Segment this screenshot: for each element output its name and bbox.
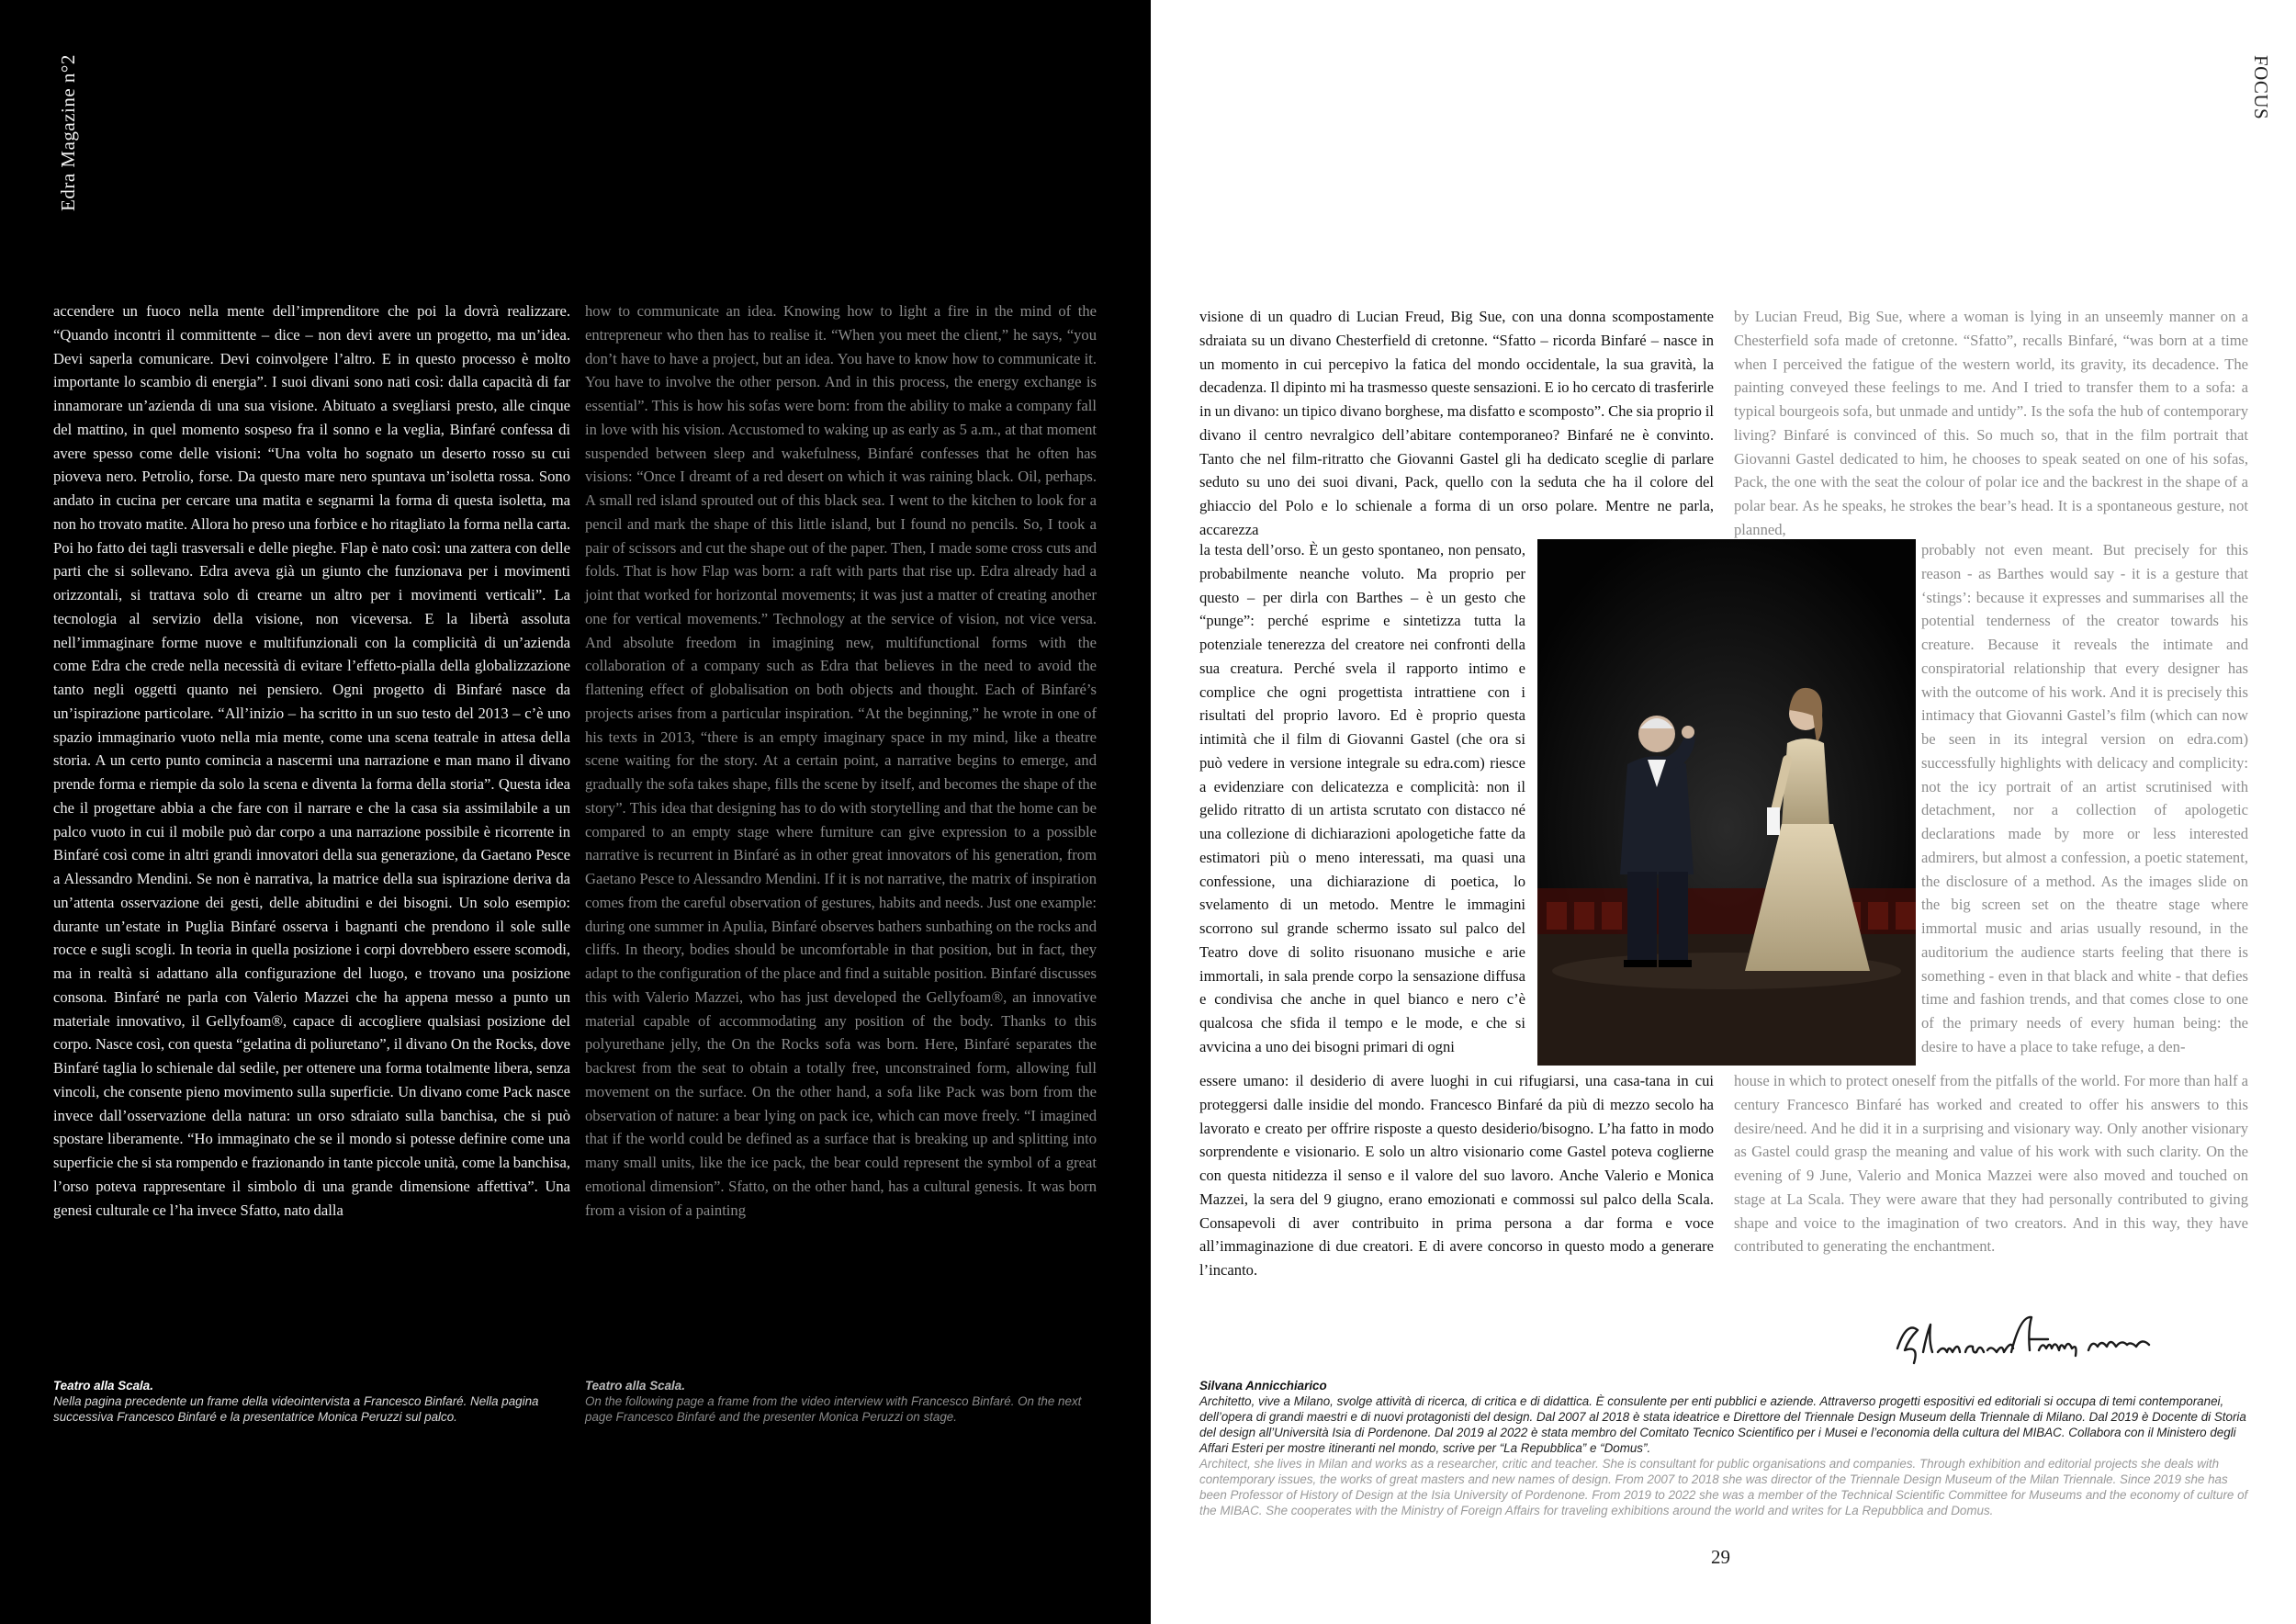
author-name: Silvana Annicchiarico bbox=[1199, 1379, 1327, 1393]
caption-text: Nella pagina precedente un frame della videointervista a Francesco Binfaré. Nella pagina successiva Francesco Binfaré e la presentatrice Monica Peruzzi sul palco. bbox=[53, 1394, 539, 1424]
page-number: 29 bbox=[1711, 1546, 1730, 1568]
caption-title: Teatro alla Scala. bbox=[585, 1379, 685, 1393]
section-label: FOCUS bbox=[2250, 55, 2272, 120]
stage-photo-icon bbox=[1537, 539, 1916, 1066]
caption-english bbox=[585, 1378, 1099, 1425]
author-bio-italian: Architetto, vive a Milano, svolge attività di ricerca, di critica e di didattica. È consulente per enti pubblici e aziende. Attraverso progetti espositivi ed editoriali si occupa di temi contemporanei, dell’opera di grandi maestri e di nuovi protagonisti del design. Dal 2007 al 2018 è stata ideatrice e Direttore del Triennale Design Museum della Triennale di Milano. Dal 2019 è Docente di Storia del design all’Università Isia di Pordenone. Dal 2019 al 2022 è stata membro del Comitato Tecnico Scientifico per i Musei e l’economia della cultura del MIBAC. Collabora con il Ministero degli Affari Esteri per mostre itineranti nel mondo, scrive per “La Repubblica” e “Domus”. bbox=[1199, 1394, 2246, 1455]
signature-icon bbox=[1892, 1312, 2167, 1376]
article-column-italian-1: accendere un fuoco nella mente dell’imprenditore che poi la dovrà realizzare. “Quando incontri il committente – dice – non devi avere un progetto, ma un’idea. Devi saperla comunicare. Devi coinvolgere l’altro. E in questo processo è molto importante lo scambio di energia”. I suoi divani sono nati così: dalla capacità di far innamorare un’azienda di una sua visione. Abituato a svegliarsi presto, alle cinque del mattino, in quel momento sospeso fra il sonno e la veglia, Binfaré confessa di avere spesso come delle visioni: “Una volta ho sognato un deserto rosso su cui pioveva nero. Petrolio, forse. Da questo mare nero spuntava un’isoletta rossa. Sono andato in cucina per cercare una matita e segnarmi la forma di questa isoletta, ma non ho trovato matite. Allora ho preso una forbice e ho ritagliato la forma nella carta. Poi ho fatto dei tagli trasversali e delle pieghe. Flap è nato così: una zattera con delle parti che si sollevano. Edra aveva già un giunto che funzionava per i movimenti orizzontali, si trattava solo di crearne un altro per i movimenti verticali”. La tecnologia al servizio della visione, non viceversa. E la libertà assoluta nell’immaginare forme nuove e multifunzionali con la complicità di un’azienda come Edra che crede nella necessità di evitare l’effetto-pialla della globalizzazione tanto negli oggetti quanto nei pensiero. Ogni progetto di Binfaré nasce da un’ispirazione particolare. “All’inizio – ha scritto in un suo testo del 2013 – c’è uno spazio immaginario vuoto nella mia mente, come una scena teatrale in attesa della storia. A un certo punto comincia a nascermi una narrazione e man mano il divano prende forma e riempie da solo la scena e diventa la forma della storia”. Questa idea che il progettare abbia a che fare con il narrare e che la casa sia assimilabile a un palco vuoto in cui il mobile può dar corpo a una narrazione possibile è ricorrente in Binfaré così come in altri grandi innovatori della sua generazione, da Gaetano Pesce a Alessandro Mendini. Se non è narrativa, la matrice della sua ispirazione deriva da un’attenta osservazione dei gesti, delle abitudini e dei bisogni. Un solo esempio: durante un’estate in Puglia Binfaré osserva i bagnanti che prendono il sole sulle rocce e sugli scogli. In teoria in quella posizione i corpi dovrebbero essere scomodi, ma in realtà si adattano alla configurazione del luogo, e trovano una posizione consona. Binfaré ne parla con Valerio Mazzei che ha appena messo a punto un materiale innovativo, il Gellyfoam®, capace di accogliere qualsiasi posizione del corpo. Nasce così, con questa “gelatina di poliuretano”, il divano On the Rocks, dove Binfaré taglia lo schienale dal sedile, per ottenere una forma totalmente libera, senza vincoli, che consente pieno movimento sulla superficie. Un divano come Pack nasce invece dall’osservazione della natura: un orso sdraiato sulla banchisa, che si può spostare liberamente. “Ho immaginato che se il mondo si potesse definire come una superficie che si sta rompendo e frazionando in tante piccole unità, come la banchisa, l’orso poteva rappresentare il simbolo di una grande dimensione affettiva”. Una genesi culturale ce l’ha invece Sfatto, nato dalla bbox=[53, 302, 570, 1219]
article-column-italian-2: visione di un quadro di Lucian Freud, Big Sue, con una donna scompostamente sdraiata su un divano Chesterfield di cretonne. “Sfatto – ricorda Binfaré – nasce in un momento in cui percepivo la fatica del mondo occidentale, la sua gravità, la decadenza. Il dipinto mi ha trasmesso queste sensazioni. E io ho cercato di trasferirle in un divano: un tipico divano borghese, ma disfatto e scomposto”. Che sia proprio il divano il centro nevralgico dell’abitare contemporaneo? Binfaré ne è convinto. Tanto che nel film-ritratto che Giovanni Gastel gli ha dedicato sceglie di parlare seduto su uno dei suoi divani, Pack, quello con la seduta che ha il colore del ghiaccio del Polo e lo schienale a forma di un orso polare. Mentre ne parla, accarezza bbox=[1199, 308, 1714, 538]
stage-photo bbox=[1537, 539, 1916, 1066]
caption-title: Teatro alla Scala. bbox=[53, 1379, 153, 1393]
caption-text: On the following page a frame from the video interview with Francesco Binfaré. On the next page Francesco Binfaré and the presenter Monica Peruzzi on stage. bbox=[585, 1394, 1082, 1424]
article-column-english-1: how to communicate an idea. Knowing how to light a fire in the mind of the entrepreneur who then has to realise it. “When you meet the client,” he says, “you don’t have to have a project, but an idea. You have to know how to communicate it. You have to involve the other person. And in this process, the energy exchange is essential”. This is how his sofas were born: from the ability to make a company fall in love with his vision. Accustomed to waking up as early as 5 a.m., at that moment suspended between sleep and wakefulness, Binfaré confesses that he often has visions: “Once I dreamt of a red desert on which it was raining black. Oil, perhaps. A small red island sprouted out of this black sea. I went to the kitchen to look for a pencil and mark the shape of this little island, but I found no pencils. So, I took a pair of scissors and cut the shape out of the paper. Then, I made some cross cuts and folds. That is how Flap was born: a raft with parts that rise up. Edra already had a joint that worked for horizontal movements; it was just a matter of creating another one for vertical movements.” Technology at the service of vision, not vice versa. And absolute freedom in imagining new, multifunctional forms with the collaboration of a company such as Edra that believes in the need to avoid the flattening effect of globalisation on both objects and thought. Each of Binfaré’s projects arises from a particular inspiration. “At the beginning,” he wrote in one of his texts in 2013, “there is an empty imaginary space in my mind, like a theatre scene waiting for the story. At a certain point, a narrative begins to emerge, and gradually the sofa takes shape, fills the scene by itself, and becomes the shape of the story”. This idea that designing has to do with storytelling and that the home can be compared to an empty stage where furniture can give expression to a possible narrative is recurrent in Binfaré as in other great innovators of his generation, from Gaetano Pesce to Alessandro Mendini. If it is not narrative, the matrix of inspiration comes from the careful observation of gestures, habits and needs. Just one example: during one summer in Apulia, Binfaré observes bathers sunbathing on the rocks and cliffs. In theory, bodies should be uncomfortable in that position, but in fact, they adapt to the configuration of the place and find a suitable position. Binfaré discusses this with Valerio Mazzei, who has just developed the Gellyfoam®, an innovative material capable of accommodating any position of the body. Thanks to this polyurethane jelly, the On the Rocks sofa was born. Here, Binfaré separates the backrest from the seat to obtain a totally free, unconstrained form, allowing full movement on the surface. On the other hand, a sofa like Pack was born from the observation of nature: a bear lying on pack ice, which can move freely. “I imagined that if the world could be defined as a surface that is breaking up and splitting into many small units, like the ice pack, the bear could represent the symbol of a great emotional dimension”. Sfatto, on the other hand, has a cultural genesis. It was born from a vision of a painting bbox=[585, 302, 1097, 1219]
article-bottom-english: house in which to protect oneself from the pitfalls of the world. For more than half a century Francesco Binfaré has worked and created to offer his answers to this desire/need. And he did it in a surprising and visionary way. Only another visionary as Gastel could grasp the meaning and value of his work with such clarity. On the evening of 9 June, Valerio and Monica Mazzei were also moved and touched on stage at La Scala. They were aware that they had personally contributed to giving shape and voice to the imagination of two creators. And in this way, they have contributed to generating the enchantment. bbox=[1734, 1072, 2248, 1256]
article-bottom-italian: essere umano: il desiderio di avere luoghi in cui rifugiarsi, una casa-tana in cui proteggersi dalle insidie del mondo. Francesco Binfaré da più di mezzo secolo ha lavorato e creato per offrire risposte a questo desiderio/bisogno. L’ha fatto in modo sorprendente e visionario. E solo un altro visionario come Gastel poteva coglierne con questa nitidezza il senso e il valore del suo lavoro. Anche Valerio e Monica Mazzei, la sera del 9 giugno, erano emozionati e commossi sul palco della Scala. Consapevoli di aver contribuito in prima persona a dar forma e voce all’immaginazione di due creatori. E di avere concorso in questo modo a generare l’incanto. bbox=[1199, 1072, 1714, 1279]
article-wrap-english: probably not even meant. But precisely for this reason - as Barthes would say - it is a gesture that ‘stings’: because it expresses and summarises all the potential tenderness of the creator towards his creature. Because it reveals the intimate and conspiratorial relationship that every designer has with the outcome of his work. And it is precisely this intimacy that Giovanni Gastel’s film (which can now be seen in its integral version on edra.com) successfully highlights with delicacy and complicity: not the icy portrait of an artist scrutinised with detachment, nor a collection of apologetic declarations made by more or less interested admirers, but almost a confession, a poetic statement, the disclosure of a method. As the images slide on the big screen set on the theatre stage where immortal music and arias usually resound, in the auditorium the audience starts feeling that there is something - even in that black and white - that defies time and fashion trends, and that comes close to one of the primary needs of every human being: the desire to have a place to take refuge, a den- bbox=[1921, 541, 2248, 1055]
article-wrap-italian: la testa dell’orso. È un gesto spontaneo, non pensato, probabilmente neanche voluto. Ma proprio per questo – per dirla con Barthes – è un gesto che “punge”: perché esprime e sintetizza tutta la potenziale tenerezza del creatore nei confronti della sua creatura. Perché svela il rapporto intimo e complice che ogni progettista intrattiene con i risultati del proprio lavoro. Ed è proprio questa intimità che il film di Giovanni Gastel (che ora si può vedere in versione integrale su edra.com) riesce a evidenziare con delicatezza e complicità: non il gelido ritratto di un artista scrutato con distacco né una collezione di dichiarazioni apologetiche fatte da estimatori più o meno interessati, ma quasi una confessione, una dichiarazione di poetica, lo svelamento di un metodo. Mentre le immagini scorrono sul grande schermo issato sul palco del Teatro dove di solito risuonano musiche e arie immortali, in sala prende corpo la sensazione diffusa e condivisa che anche in quel bianco e nero c’è qualcosa che sfida il tempo e le mode, e che si avvicina a uno dei bisogni primari di ogni bbox=[1199, 541, 1525, 1055]
author-signature bbox=[1892, 1312, 2167, 1376]
article-column-english-2: by Lucian Freud, Big Sue, where a woman is lying in an unseemly manner on a Chesterfield sofa made of cretonne. “Sfatto”, recalls Binfaré, “was born at a time when I perceived the fatigue of the western world, its gravity, its decadence. The painting conveyed these feelings to me. And I tried to transfer them to a sofa: a typical bourgeois sofa, but unmade and untidy”. Is the sofa the hub of contemporary living? Binfaré is convinced of this. So much so, that in the film portrait that Giovanni Gastel dedicated to him, he chooses to speak seated on one of his sofas, Pack, the one with the seat the colour of polar ice and the backrest in the shape of a polar bear. As he speaks, he strokes the bear’s head. It is a spontaneous gesture, not planned, bbox=[1734, 308, 2248, 538]
caption-italian bbox=[53, 1378, 568, 1425]
magazine-label: Edra Magazine n°2 bbox=[57, 54, 79, 211]
author-bio bbox=[1199, 1378, 2248, 1518]
author-bio-english: Architect, she lives in Milan and works as a researcher, critic and teacher. She is consultant for public organisations and companies. Through exhibition and editorial projects she deals with contemporary issues, the works of great masters and new names of design. From 2007 to 2018 she was director of the Triennale Design Museum of the Milan Triennale. Since 2019 she has been Professor of History of Design at the Isia University of Pordenone. From 2019 to 2022 she was a member of the Technical Scientific Committee for Museums and the economy of culture of the MIBAC. She cooperates with the Ministry of Foreign Affairs for traveling exhibitions around the world and writes for La Repubblica and Domus. bbox=[1199, 1457, 2248, 1517]
